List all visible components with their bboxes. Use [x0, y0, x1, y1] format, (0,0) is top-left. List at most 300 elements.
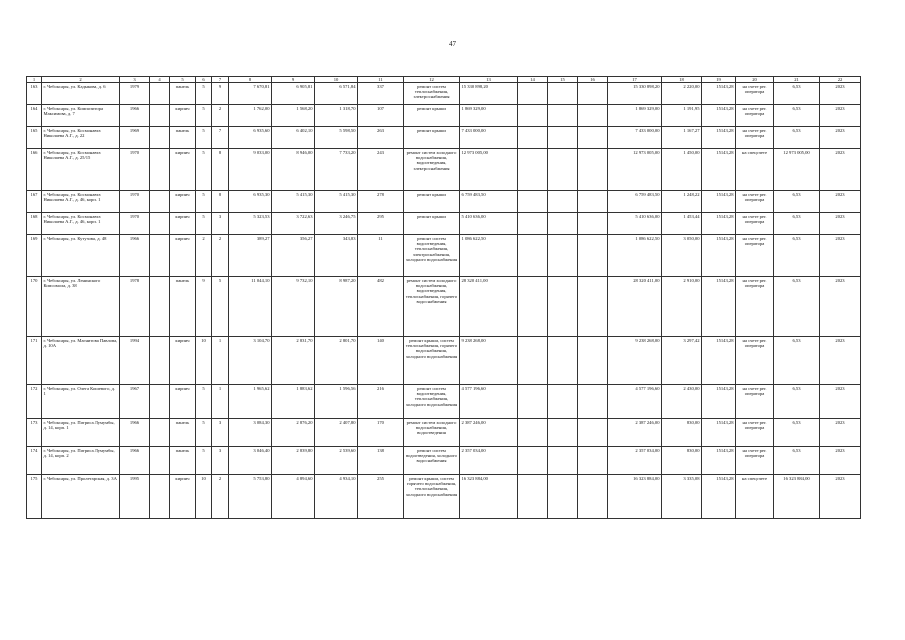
total-cost-cell: 16 323 884,00 [460, 475, 518, 519]
table-row [27, 447, 861, 475]
col4-cell [150, 385, 170, 419]
residents-cell: 337 [358, 83, 404, 105]
floors-cell: 2 [196, 235, 212, 277]
col16-cell [578, 277, 608, 337]
row-number: 172 [27, 385, 42, 419]
col16-cell [578, 149, 608, 191]
repair-work-cell: ремонт систем водоотведения, теплоснабжения, электроснабжения, холодного водоснабжения [404, 235, 460, 277]
repair-work-cell: ремонт крыши, систем теплоснабжения, горячего водоснабжения, холодного водоснабжения [404, 337, 460, 385]
column-number-17: 17 [608, 77, 662, 83]
col15-cell [548, 83, 578, 105]
area-premises-cell: 4 894,60 [272, 475, 315, 519]
repair-work-cell: ремонт крыши [404, 105, 460, 127]
fund-method-cell: на счете рег. оператора [736, 235, 774, 277]
column-number-7: 7 [212, 77, 229, 83]
entrances-cell: 3 [212, 213, 229, 235]
limit-cost-cell: 15143,28 [702, 475, 736, 519]
page-number: 47 [449, 40, 456, 48]
total-area-cell: 11 044,10 [229, 277, 272, 337]
area-residential-cell: 6 571,84 [315, 83, 358, 105]
col14-cell [518, 149, 548, 191]
limit-cost-cell: 15143,28 [702, 83, 736, 105]
row-number: 170 [27, 277, 42, 337]
row-number: 169 [27, 235, 42, 277]
regional-fund-cell: 1 086 622,50 [608, 235, 662, 277]
row-number: 174 [27, 447, 42, 475]
rate-cell: 6,53 [774, 83, 820, 105]
unit-cost-cell: 2 430,00 [662, 385, 702, 419]
col16-cell [578, 419, 608, 447]
col15-cell [548, 475, 578, 519]
column-number-10: 10 [315, 77, 358, 83]
col14-cell [518, 191, 548, 213]
address-cell: г. Чебоксары, ул. Кутузова, д. 48 [42, 235, 120, 277]
col15-cell [548, 419, 578, 447]
col14-cell [518, 83, 548, 105]
col4-cell [150, 83, 170, 105]
col4-cell [150, 149, 170, 191]
total-area-cell: 5 753,80 [229, 475, 272, 519]
limit-cost-cell: 15143,28 [702, 213, 736, 235]
floors-cell: 5 [196, 447, 212, 475]
col14-cell [518, 105, 548, 127]
col14-cell [518, 337, 548, 385]
address-cell: г. Чебоксары, ул. Патриса Лумумбы, д. 14, корп. 1 [42, 419, 120, 447]
rate-cell: 6,53 [774, 105, 820, 127]
year-built-cell: 1970 [120, 213, 150, 235]
entrances-cell: 1 [212, 385, 229, 419]
col4-cell [150, 419, 170, 447]
fund-method-cell: на счете рег. оператора [736, 337, 774, 385]
rate-cell: 6,53 [774, 337, 820, 385]
repair-work-cell: ремонт систем холодного водоснабжения, водоотведения, теплоснабжения, горячего водоснабжения [404, 277, 460, 337]
col14-cell [518, 475, 548, 519]
total-cost-cell: 1 086 622,50 [460, 235, 518, 277]
regional-fund-cell: 2 357 034,00 [608, 447, 662, 475]
floors-cell: 10 [196, 337, 212, 385]
residents-cell: 140 [358, 337, 404, 385]
col14-cell [518, 447, 548, 475]
unit-cost-cell: 1 248,22 [662, 191, 702, 213]
col4-cell [150, 127, 170, 149]
total-cost-cell: 12 973 005,00 [460, 149, 518, 191]
fund-method-cell: на счете рег. оператора [736, 127, 774, 149]
wall-material-cell: кирпич [170, 213, 196, 235]
completion-year-cell: 2023 [820, 105, 861, 127]
completion-year-cell: 2023 [820, 447, 861, 475]
year-built-cell: 1966 [120, 105, 150, 127]
entrances-cell: 2 [212, 235, 229, 277]
total-cost-cell: 9 238 268,00 [460, 337, 518, 385]
total-area-cell: 389,27 [229, 235, 272, 277]
column-number-3: 3 [120, 77, 150, 83]
table-row [27, 419, 861, 447]
regional-fund-cell: 1 869 329,00 [608, 105, 662, 127]
entrances-cell: 7 [212, 127, 229, 149]
total-cost-cell: 5 410 636,00 [460, 213, 518, 235]
unit-cost-cell: 1 450,00 [662, 149, 702, 191]
address-cell: г. Чебоксары, ул. Космонавта Николаева А.Г., д. 46, корп. 1 [42, 213, 120, 235]
total-area-cell: 9 033,00 [229, 149, 272, 191]
unit-cost-cell: 830,00 [662, 419, 702, 447]
residents-cell: 295 [358, 213, 404, 235]
floors-cell: 5 [196, 213, 212, 235]
col15-cell [548, 127, 578, 149]
area-premises-cell: 2 839,80 [272, 447, 315, 475]
wall-material-cell: кирпич [170, 191, 196, 213]
area-residential-cell: 3 246,75 [315, 213, 358, 235]
col14-cell [518, 213, 548, 235]
residents-cell: 243 [358, 149, 404, 191]
rate-cell: 6,53 [774, 235, 820, 277]
regional-fund-cell: 6 759 483,50 [608, 191, 662, 213]
completion-year-cell: 2023 [820, 385, 861, 419]
address-cell: г. Чебоксары, ул. Пролетарская, д. 3А [42, 475, 120, 519]
limit-cost-cell: 15143,28 [702, 105, 736, 127]
area-premises-cell: 5 415,30 [272, 191, 315, 213]
repair-work-cell: ремонт крыши [404, 213, 460, 235]
column-number-15: 15 [548, 77, 578, 83]
fund-method-cell: на счете рег. оператора [736, 213, 774, 235]
col15-cell [548, 213, 578, 235]
year-built-cell: 1979 [120, 83, 150, 105]
fund-method-cell: на счете рег. оператора [736, 191, 774, 213]
fund-method-cell: на счете рег. оператора [736, 83, 774, 105]
fund-method-cell: на счете рег. оператора [736, 447, 774, 475]
limit-cost-cell: 15143,28 [702, 235, 736, 277]
floors-cell: 5 [196, 191, 212, 213]
col16-cell [578, 447, 608, 475]
table-row [27, 191, 861, 213]
col4-cell [150, 475, 170, 519]
rate-cell: 12 973 005,00 [774, 149, 820, 191]
completion-year-cell: 2023 [820, 235, 861, 277]
floors-cell: 5 [196, 149, 212, 191]
col15-cell [548, 149, 578, 191]
area-residential-cell: 5 415,30 [315, 191, 358, 213]
row-number: 163 [27, 83, 42, 105]
fund-method-cell: на счете рег. оператора [736, 277, 774, 337]
repair-work-cell: ремонт систем водоотведения, холодного водоснабжения [404, 447, 460, 475]
total-area-cell: 3 046,40 [229, 447, 272, 475]
residents-cell: 216 [358, 385, 404, 419]
column-number-12: 12 [404, 77, 460, 83]
address-cell: г. Чебоксары, ул. Патриса Лумумбы, д. 14, корп. 2 [42, 447, 120, 475]
completion-year-cell: 2023 [820, 419, 861, 447]
year-built-cell: 1970 [120, 191, 150, 213]
regional-fund-cell: 15 330 898,20 [608, 83, 662, 105]
table-row [27, 149, 861, 191]
year-built-cell: 1966 [120, 447, 150, 475]
entrances-cell: 3 [212, 447, 229, 475]
table-row [27, 235, 861, 277]
repair-work-cell: ремонт систем холодного водоснабжения, водоотведения, электроснабжения [404, 149, 460, 191]
fund-method-cell: на счете рег. оператора [736, 385, 774, 419]
limit-cost-cell: 15143,28 [702, 337, 736, 385]
col4-cell [150, 447, 170, 475]
col4-cell [150, 105, 170, 127]
year-built-cell: 1970 [120, 149, 150, 191]
table-row [27, 475, 861, 519]
address-cell: г. Чебоксары, ул. Кадыкова, д. 6 [42, 83, 120, 105]
total-area-cell: 3 084,30 [229, 419, 272, 447]
unit-cost-cell: 1 191,95 [662, 105, 702, 127]
wall-material-cell: кирпич [170, 235, 196, 277]
row-number: 164 [27, 105, 42, 127]
total-area-cell: 7 670,81 [229, 83, 272, 105]
col4-cell [150, 337, 170, 385]
entrances-cell: 8 [212, 149, 229, 191]
rate-cell: 6,53 [774, 419, 820, 447]
entrances-cell: 2 [212, 105, 229, 127]
year-built-cell: 1969 [120, 127, 150, 149]
col16-cell [578, 337, 608, 385]
repair-work-cell: ремонт крыши [404, 127, 460, 149]
address-cell: г. Чебоксары, ул. Олега Кошевого, д. 1 [42, 385, 120, 419]
col14-cell [518, 385, 548, 419]
total-cost-cell: 6 759 483,50 [460, 191, 518, 213]
limit-cost-cell: 15143,28 [702, 447, 736, 475]
regional-fund-cell: 28 320 411,00 [608, 277, 662, 337]
table-row [27, 105, 861, 127]
regional-fund-cell: 9 238 268,00 [608, 337, 662, 385]
year-built-cell: 1966 [120, 419, 150, 447]
fund-method-cell: на счете рег. оператора [736, 419, 774, 447]
wall-material-cell: панель [170, 83, 196, 105]
column-number-22: 22 [820, 77, 861, 83]
residents-cell: 170 [358, 419, 404, 447]
area-residential-cell: 1 318,70 [315, 105, 358, 127]
unit-cost-cell: 1 167,27 [662, 127, 702, 149]
wall-material-cell: панель [170, 127, 196, 149]
col15-cell [548, 447, 578, 475]
table-row [27, 337, 861, 385]
row-number: 168 [27, 213, 42, 235]
floors-cell: 10 [196, 475, 212, 519]
rate-cell: 6,53 [774, 191, 820, 213]
completion-year-cell: 2023 [820, 83, 861, 105]
address-cell: г. Чебоксары, ул. Ленинского Комсомола, д. 38 [42, 277, 120, 337]
col15-cell [548, 105, 578, 127]
total-cost-cell: 2 387 246,00 [460, 419, 518, 447]
col15-cell [548, 385, 578, 419]
rate-cell: 6,53 [774, 213, 820, 235]
year-built-cell: 1994 [120, 337, 150, 385]
limit-cost-cell: 15143,28 [702, 277, 736, 337]
area-residential-cell: 2 801,70 [315, 337, 358, 385]
area-premises-cell: 356,27 [272, 235, 315, 277]
column-number-13: 13 [460, 77, 518, 83]
rate-cell: 6,53 [774, 277, 820, 337]
repair-work-cell: ремонт крыши, систем горячего водоснабжения, теплоснабжения, холодного водоснабжения [404, 475, 460, 519]
regional-fund-cell: 2 387 246,00 [608, 419, 662, 447]
area-premises-cell: 6 402,10 [272, 127, 315, 149]
column-number-18: 18 [662, 77, 702, 83]
column-number-14: 14 [518, 77, 548, 83]
limit-cost-cell: 15143,28 [702, 149, 736, 191]
col14-cell [518, 419, 548, 447]
completion-year-cell: 2023 [820, 191, 861, 213]
entrances-cell: 9 [212, 83, 229, 105]
wall-material-cell: кирпич [170, 149, 196, 191]
area-premises-cell: 2 831,70 [272, 337, 315, 385]
limit-cost-cell: 15143,28 [702, 191, 736, 213]
col4-cell [150, 191, 170, 213]
row-number: 171 [27, 337, 42, 385]
area-residential-cell: 343,83 [315, 235, 358, 277]
area-residential-cell: 4 934,10 [315, 475, 358, 519]
wall-material-cell: кирпич [170, 385, 196, 419]
completion-year-cell: 2023 [820, 213, 861, 235]
column-number-16: 16 [578, 77, 608, 83]
regional-fund-cell: 4 577 196,60 [608, 385, 662, 419]
column-number-2: 2 [42, 77, 120, 83]
total-cost-cell: 28 320 411,00 [460, 277, 518, 337]
col14-cell [518, 235, 548, 277]
column-number-6: 6 [196, 77, 212, 83]
column-number-8: 8 [229, 77, 272, 83]
year-built-cell: 1995 [120, 475, 150, 519]
total-area-cell: 6 935,60 [229, 127, 272, 149]
year-built-cell: 1966 [120, 235, 150, 277]
entrances-cell: 5 [212, 277, 229, 337]
area-premises-cell: 2 876,20 [272, 419, 315, 447]
total-cost-cell: 2 357 034,00 [460, 447, 518, 475]
area-residential-cell: 1 596,56 [315, 385, 358, 419]
fund-method-cell: на спецсчете [736, 149, 774, 191]
rate-cell: 6,53 [774, 127, 820, 149]
floors-cell: 5 [196, 83, 212, 105]
col16-cell [578, 235, 608, 277]
residents-cell: 255 [358, 475, 404, 519]
unit-cost-cell: 3 050,00 [662, 235, 702, 277]
area-premises-cell: 1 883,62 [272, 385, 315, 419]
row-number: 165 [27, 127, 42, 149]
total-cost-cell: 7 433 000,00 [460, 127, 518, 149]
repair-work-cell: ремонт систем холодного водоснабжения, водоотведения [404, 419, 460, 447]
completion-year-cell: 2023 [820, 127, 861, 149]
col14-cell [518, 277, 548, 337]
residents-cell: 263 [358, 127, 404, 149]
total-area-cell: 6 935,30 [229, 191, 272, 213]
floors-cell: 9 [196, 277, 212, 337]
wall-material-cell: панель [170, 277, 196, 337]
unit-cost-cell: 2 910,00 [662, 277, 702, 337]
rate-cell: 6,53 [774, 447, 820, 475]
address-cell: г. Чебоксары, ул. Космонавта Николаева А.Г., д. 22 [42, 127, 120, 149]
floors-cell: 5 [196, 385, 212, 419]
col16-cell [578, 105, 608, 127]
unit-cost-cell: 3 297,42 [662, 337, 702, 385]
unit-cost-cell: 2 220,00 [662, 83, 702, 105]
area-residential-cell: 5 598,50 [315, 127, 358, 149]
entrances-cell: 3 [212, 419, 229, 447]
regional-fund-cell: 12 973 005,00 [608, 149, 662, 191]
regional-fund-cell: 5 410 636,00 [608, 213, 662, 235]
column-number-4: 4 [150, 77, 170, 83]
col16-cell [578, 475, 608, 519]
residents-cell: 11 [358, 235, 404, 277]
floors-cell: 5 [196, 419, 212, 447]
rate-cell: 6,53 [774, 385, 820, 419]
area-residential-cell: 8 987,20 [315, 277, 358, 337]
col14-cell [518, 127, 548, 149]
entrances-cell: 2 [212, 475, 229, 519]
wall-material-cell: панель [170, 419, 196, 447]
table-row [27, 213, 861, 235]
address-cell: г. Чебоксары, ул. Космонавта Николаева А.Г., д. 25/15 [42, 149, 120, 191]
area-residential-cell: 2 539,60 [315, 447, 358, 475]
col15-cell [548, 191, 578, 213]
fund-method-cell: на спецсчете [736, 475, 774, 519]
address-cell: г. Чебоксары, ул. Композитора Максимова, д. 7 [42, 105, 120, 127]
row-number: 166 [27, 149, 42, 191]
total-area-cell: 1 965,62 [229, 385, 272, 419]
col16-cell [578, 213, 608, 235]
column-number-5: 5 [170, 77, 196, 83]
total-area-cell: 3 104,70 [229, 337, 272, 385]
floors-cell: 5 [196, 127, 212, 149]
area-premises-cell: 1 568,20 [272, 105, 315, 127]
rate-cell: 16 323 884,00 [774, 475, 820, 519]
unit-cost-cell: 3 335,08 [662, 475, 702, 519]
col16-cell [578, 385, 608, 419]
table-row [27, 277, 861, 337]
limit-cost-cell: 15143,28 [702, 385, 736, 419]
area-premises-cell: 8 946,00 [272, 149, 315, 191]
completion-year-cell: 2023 [820, 337, 861, 385]
residents-cell: 107 [358, 105, 404, 127]
unit-cost-cell: 1 453,44 [662, 213, 702, 235]
total-area-cell: 5 323,53 [229, 213, 272, 235]
floors-cell: 5 [196, 105, 212, 127]
column-number-1: 1 [27, 77, 42, 83]
completion-year-cell: 2023 [820, 149, 861, 191]
col4-cell [150, 213, 170, 235]
table-row [27, 385, 861, 419]
total-cost-cell: 1 869 329,00 [460, 105, 518, 127]
residents-cell: 482 [358, 277, 404, 337]
column-number-20: 20 [736, 77, 774, 83]
fund-method-cell: на счете рег. оператора [736, 105, 774, 127]
residents-cell: 278 [358, 191, 404, 213]
wall-material-cell: кирпич [170, 105, 196, 127]
completion-year-cell: 2023 [820, 475, 861, 519]
repair-work-cell: ремонт систем водоотведения, теплоснабжения, холодного водоснабжения [404, 385, 460, 419]
table-row [27, 127, 861, 149]
col4-cell [150, 235, 170, 277]
col15-cell [548, 277, 578, 337]
address-cell: г. Чебоксары, ул. Космонавта Николаева А.Г., д. 46, корп. 1 [42, 191, 120, 213]
total-cost-cell: 4 577 196,60 [460, 385, 518, 419]
column-number-19: 19 [702, 77, 736, 83]
col16-cell [578, 191, 608, 213]
area-premises-cell: 3 722,63 [272, 213, 315, 235]
table-row [27, 83, 861, 105]
area-premises-cell: 6 905,81 [272, 83, 315, 105]
limit-cost-cell: 15143,28 [702, 127, 736, 149]
completion-year-cell: 2023 [820, 277, 861, 337]
column-number-9: 9 [272, 77, 315, 83]
regional-fund-cell: 7 433 000,00 [608, 127, 662, 149]
area-residential-cell: 7 733,20 [315, 149, 358, 191]
row-number: 173 [27, 419, 42, 447]
row-number: 167 [27, 191, 42, 213]
wall-material-cell: кирпич [170, 475, 196, 519]
col4-cell [150, 277, 170, 337]
repair-registry-table [26, 76, 861, 519]
limit-cost-cell: 15143,28 [702, 419, 736, 447]
